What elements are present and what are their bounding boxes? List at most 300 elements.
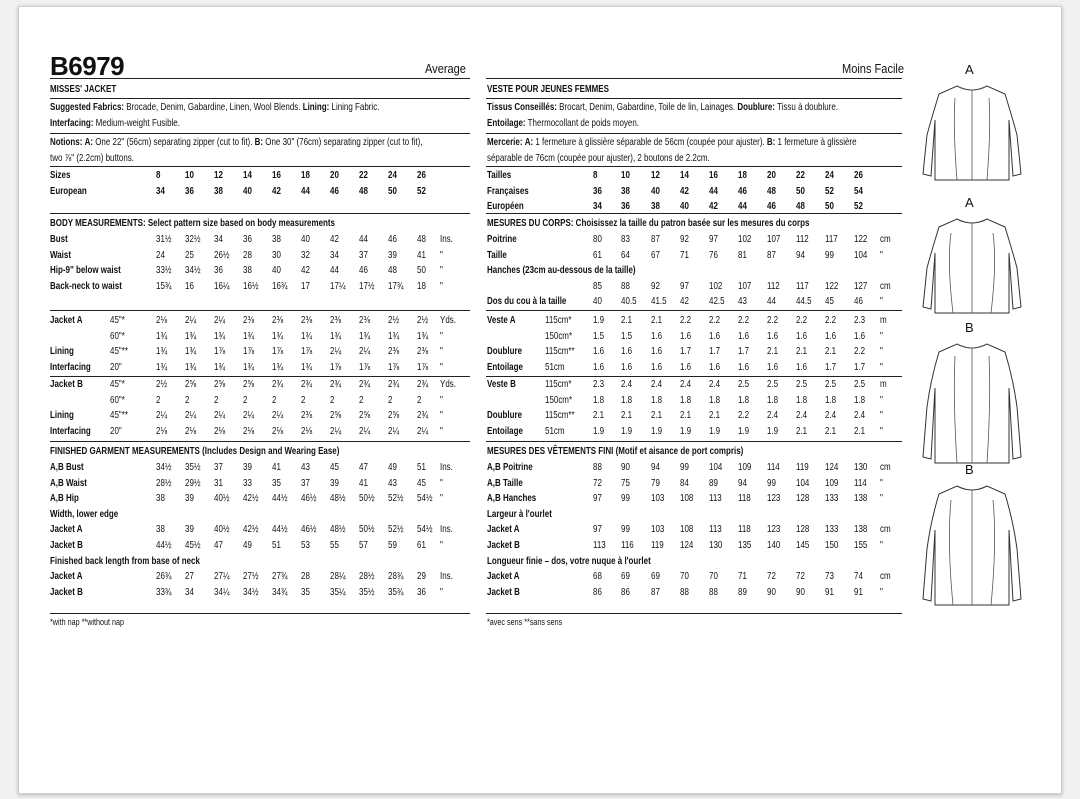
yardage-row-cell: 2½ <box>156 378 168 390</box>
finished-row-cell: 34½ <box>156 461 172 473</box>
body-row-cell: 42 <box>330 233 339 245</box>
body-row-cell: 17¼ <box>330 279 346 292</box>
fabric-width: 150cm* <box>545 329 573 342</box>
yardage-row-cell: 1⅞ <box>388 360 400 373</box>
body-row-cell: 112 <box>796 233 809 245</box>
notions-line2-fr: séparable de 76cm (coupée pour ajuster), 2 boutons de 2.2cm. <box>487 151 710 164</box>
finished-row-cell: 44½ <box>272 492 288 505</box>
width-row-cell: 118 <box>738 523 751 536</box>
yardage-row-cell: 2¼ <box>330 345 342 358</box>
yardage-row-cell: 1¾ <box>272 329 284 342</box>
finished-row-cell: 99 <box>621 492 630 505</box>
size-header-cell: 22 <box>796 169 805 181</box>
fabric-width: 45"* <box>110 314 125 326</box>
european-size-cell: 40 <box>243 184 252 197</box>
body-row-cell: 17¾ <box>388 279 404 292</box>
body-row-cell: 41 <box>417 248 426 261</box>
body-row-cell: 39 <box>388 248 397 261</box>
yardage-row-cell: 1.6 <box>796 360 808 373</box>
back-row-cell: " <box>880 295 883 308</box>
yardage-row-cell: 2.5 <box>767 378 779 390</box>
yardage-row-cell: 2.3 <box>593 378 605 390</box>
yardage-row-cell: 2¼ <box>388 424 400 437</box>
fabrics-en-part: Suggested Fabrics: <box>50 101 125 113</box>
length-row-cell: Ins. <box>440 570 453 583</box>
yardage-row-cell: 1.9 <box>651 424 663 437</box>
yardage-row-cell: 2.4 <box>680 378 692 390</box>
yardage-row-cell: 1¾ <box>156 345 168 358</box>
yardage-row-cell: " <box>440 329 443 342</box>
length-row-cell: 27¾ <box>272 570 288 583</box>
body-row-cell: " <box>440 279 443 292</box>
length-row-cell: 87 <box>651 585 660 598</box>
length-row-cell: cm <box>880 570 891 583</box>
width-row-cell: 130 <box>709 539 723 551</box>
sketch-label: B <box>965 462 974 477</box>
yardage-row-cell: 2.1 <box>767 345 779 358</box>
width-row-cell: 48½ <box>330 523 346 536</box>
width-row-cell: 53 <box>301 539 310 551</box>
finished-row-cell: 48½ <box>330 492 346 505</box>
yardage-row-cell: 2.1 <box>796 345 808 358</box>
yardage-row-cell: 1.9 <box>709 424 721 437</box>
body-row-cell: 46 <box>388 233 397 245</box>
european-size-cell: 38 <box>651 200 660 213</box>
length-row-cell: 27½ <box>243 570 259 583</box>
sketch-label: A <box>965 62 974 77</box>
body-row-cell: 17 <box>301 279 310 292</box>
body-row-label: Hip-9" below waist <box>50 264 121 277</box>
finished-row-cell: 38 <box>156 492 165 505</box>
body-row-cell: 17½ <box>359 279 375 292</box>
body-row-cell: 26½ <box>214 248 230 261</box>
hip-row-cell: 92 <box>651 279 660 292</box>
yardage-row-cell: 2.2 <box>767 314 779 326</box>
body-row-cell: 16¾ <box>272 279 288 292</box>
notions-en <box>50 136 422 149</box>
body-row-label: Bust <box>50 233 68 245</box>
title-rule-fr <box>486 78 902 79</box>
yardage-row-cell: 1.9 <box>593 314 605 326</box>
finished-row-label: A,B Bust <box>50 461 84 473</box>
yardage-row-cell: 2¼ <box>243 409 255 422</box>
yardage-row-cell: " <box>440 393 443 406</box>
body-row-cell: 61 <box>593 248 602 261</box>
yardage-row-cell: " <box>880 424 883 437</box>
length-row-cell: 69 <box>651 570 660 583</box>
back-row-cell: 44.5 <box>796 295 812 308</box>
length-row-cell: 33¾ <box>156 585 172 598</box>
yardage-row-cell: " <box>880 393 883 406</box>
yardage-row-cell: 1.9 <box>680 424 692 437</box>
finished-row-cell: 99 <box>767 476 776 489</box>
yardage-row-cell: 2.4 <box>709 378 721 390</box>
rule-en <box>50 98 470 99</box>
width-row-cell: 47 <box>214 539 223 551</box>
finished-row-cell: 47 <box>359 461 368 473</box>
rule-fr <box>486 613 902 614</box>
body-row-cell: cm <box>880 233 891 245</box>
fabric-width: 51cm <box>545 424 565 437</box>
rule-fr <box>486 166 902 167</box>
yardage-row-cell: 1.6 <box>651 345 663 358</box>
pattern-title-fr: VESTE POUR JEUNES FEMMES <box>487 83 609 95</box>
yardage-row-cell: 1.6 <box>651 360 663 373</box>
width-row-cell: 38 <box>156 523 165 536</box>
length-row-cell: 35¼ <box>330 585 346 598</box>
yardage-row-cell: 2.2 <box>680 314 692 326</box>
hip-row-cell: 112 <box>767 279 780 292</box>
length-row-cell: 70 <box>680 570 689 583</box>
french-size-cell: 48 <box>767 184 776 197</box>
yardage-row-cell: 1¾ <box>214 329 226 342</box>
yardage-row-cell: 2⅜ <box>272 314 284 326</box>
width-row-cell: 113 <box>709 523 722 536</box>
yardage-row-cell: 2.5 <box>738 378 750 390</box>
body-row-cell: 44 <box>359 233 368 245</box>
yardage-row-cell: 2.2 <box>825 314 837 326</box>
width-row-cell: 133 <box>825 523 839 536</box>
yardage-row-cell: 2.1 <box>825 345 837 358</box>
length-row-cell: 86 <box>593 585 602 598</box>
body-row-cell: 50 <box>417 264 426 277</box>
hip-row-cell: 85 <box>593 279 602 292</box>
size-header-cell: 24 <box>825 169 834 181</box>
body-row-cell: 34 <box>330 248 339 261</box>
width-row-cell: 124 <box>680 539 694 551</box>
finished-row-cell: 138 <box>854 492 868 505</box>
yardage-row-cell: 2⅝ <box>359 409 371 422</box>
interfacing-en <box>50 117 180 130</box>
yardage-row-cell: 2¼ <box>185 409 197 422</box>
footnote-fr: *avec sens **sans sens <box>487 617 563 627</box>
body-row-cell: 102 <box>738 233 752 245</box>
finished-row-cell: 37 <box>301 476 310 489</box>
european-size-cell: 44 <box>301 184 310 197</box>
width-row-cell: 46½ <box>301 523 317 536</box>
finished-row-cell: " <box>880 492 883 505</box>
back-row-cell: 45 <box>825 295 834 308</box>
finished-row-cell: 35 <box>272 476 281 489</box>
body-row-cell: 15¾ <box>156 279 172 292</box>
length-row-cell: 28¾ <box>388 570 404 583</box>
difficulty-fr: Moins Facile <box>842 61 905 76</box>
width-row-cell: 45½ <box>185 539 201 551</box>
finished-row-cell: 119 <box>796 461 809 473</box>
body-row-cell: 48 <box>388 264 397 277</box>
yardage-row-cell: 2.4 <box>854 409 866 422</box>
yardage-row-cell: 2.1 <box>709 409 721 422</box>
length-row-cell: 74 <box>854 570 863 583</box>
length-row-cell: 90 <box>796 585 805 598</box>
yardage-row-cell: 1.8 <box>621 393 633 406</box>
european-size-cell: 48 <box>796 200 805 213</box>
yardage-row-cell: 2¾ <box>359 378 371 390</box>
yardage-row-cell: 2 <box>243 393 248 406</box>
rule-fr <box>486 376 902 377</box>
width-row-cell: 52½ <box>388 523 404 536</box>
length-row-cell: 35½ <box>359 585 375 598</box>
yardage-row-cell: 1.6 <box>593 360 605 373</box>
width-heading-fr: Largeur à l'ourlet <box>487 507 552 520</box>
yardage-row-cell: 1⅞ <box>359 360 371 373</box>
back-row-label: Dos du cou à la taille <box>487 295 567 308</box>
body-row-cell: 34½ <box>185 264 201 277</box>
size-header-cell: 18 <box>738 169 747 181</box>
length-row-cell: 89 <box>738 585 747 598</box>
length-row-cell: 86 <box>621 585 630 598</box>
back-row-cell: 40 <box>593 295 602 308</box>
yardage-row-cell: 1.6 <box>738 360 750 373</box>
yardage-row-cell: 1¾ <box>301 329 313 342</box>
body-row-cell: 28 <box>243 248 252 261</box>
yardage-row-cell: 2¼ <box>272 409 284 422</box>
hip-row-cell: 122 <box>825 279 839 292</box>
yardage-row-cell: 1⅞ <box>417 360 429 373</box>
fabric-width: 150cm* <box>545 393 573 406</box>
body-row-cell: 16½ <box>243 279 259 292</box>
yardage-row-cell: 1¾ <box>156 329 168 342</box>
finished-row-label: A,B Taille <box>487 476 523 489</box>
body-row-cell: 117 <box>825 233 838 245</box>
body-row-cell: " <box>440 248 443 261</box>
body-row-cell: 83 <box>621 233 630 245</box>
back-row-cell: 46 <box>854 295 863 308</box>
yardage-row-cell: 2.1 <box>854 424 866 437</box>
finished-row-cell: 109 <box>738 461 752 473</box>
yardage-row-cell: " <box>880 409 883 422</box>
length-heading-en: Finished back length from base of neck <box>50 554 200 567</box>
yardage-row-cell: 2.2 <box>738 314 750 326</box>
yardage-row-cell: 2 <box>359 393 364 406</box>
size-header-cell: 8 <box>156 169 161 181</box>
rule-fr <box>486 133 902 134</box>
size-header-cell: 8 <box>593 169 598 181</box>
length-row-cell: 28½ <box>359 570 375 583</box>
rule-en <box>50 376 470 377</box>
body-row-cell: 40 <box>272 264 281 277</box>
width-row-label: Jacket B <box>50 539 83 551</box>
yardage-row-cell: 2¼ <box>359 345 371 358</box>
french-size-cell: 50 <box>796 184 805 197</box>
body-row-label: Waist <box>50 248 71 261</box>
jacket-a-back-sketch <box>917 213 1027 325</box>
yardage-row-cell: 2⅜ <box>301 314 313 326</box>
rule-fr <box>486 213 902 214</box>
french-label: Françaises <box>487 184 529 197</box>
yardage-row-cell: " <box>440 409 443 422</box>
length-row-cell: 26¾ <box>156 570 172 583</box>
finished-row-cell: 114 <box>767 461 780 473</box>
yardage-row-cell: 2¼ <box>214 314 226 326</box>
rule-en <box>50 213 470 214</box>
yardage-row-cell: 2.1 <box>621 409 633 422</box>
body-row-cell: 32½ <box>185 233 201 245</box>
width-row-cell: 57 <box>359 539 368 551</box>
yardage-row-cell: 1.6 <box>680 360 692 373</box>
yardage-row-cell: 1.7 <box>738 345 750 358</box>
length-row-cell: " <box>440 585 443 598</box>
length-row-label: Jacket B <box>487 585 520 598</box>
yardage-row-cell: 1.8 <box>593 393 605 406</box>
yardage-row-cell: 1.8 <box>651 393 663 406</box>
yardage-row-cell: 1⅞ <box>330 360 342 373</box>
yardage-row-cell: 1⅞ <box>301 345 313 358</box>
finished-row-cell: " <box>440 476 443 489</box>
width-row-cell: cm <box>880 523 891 536</box>
body-row-label: Poitrine <box>487 233 517 245</box>
finished-row-cell: 130 <box>854 461 868 473</box>
length-heading-fr: Longueur finie – dos, votre nuque à l'ourlet <box>487 554 651 567</box>
finished-row-cell: 103 <box>651 492 665 505</box>
yardage-row-cell: 1¾ <box>388 329 400 342</box>
body-row-cell: 67 <box>651 248 660 261</box>
yardage-row-label: Doublure <box>487 345 523 358</box>
yardage-row-cell: 1¾ <box>272 360 284 373</box>
length-row-cell: 34 <box>185 585 194 598</box>
yardage-row-cell: 1.6 <box>680 329 692 342</box>
yardage-row-cell: 1.9 <box>738 424 750 437</box>
yardage-row-cell: 1¾ <box>243 329 255 342</box>
yardage-row-cell: 1¾ <box>185 360 197 373</box>
width-row-cell: 113 <box>593 539 606 551</box>
yardage-row-cell: 2 <box>185 393 190 406</box>
size-header-cell: 14 <box>680 169 689 181</box>
yardage-row-label: Entoilage <box>487 424 523 437</box>
fabric-width: 115cm** <box>545 345 575 358</box>
length-row-cell: 88 <box>680 585 689 598</box>
finished-row-cell: 39 <box>330 476 339 489</box>
finished-row-cell: 113 <box>709 492 722 505</box>
width-row-cell: 59 <box>388 539 397 551</box>
width-row-cell: 49 <box>243 539 252 551</box>
yardage-row-cell: 2½ <box>417 314 429 326</box>
yardage-row-cell: 1.7 <box>854 360 866 373</box>
finished-row-cell: 45 <box>417 476 426 489</box>
finished-row-cell: 42½ <box>243 492 259 505</box>
european-size-cell: 48 <box>359 184 368 197</box>
yardage-row-cell: 2¼ <box>417 424 429 437</box>
yardage-row-label: Jacket B <box>50 378 83 390</box>
body-row-cell: 97 <box>709 233 718 245</box>
yardage-row-cell: 2 <box>301 393 306 406</box>
french-size-cell: 54 <box>854 184 863 197</box>
body-row-cell: 34 <box>214 233 223 245</box>
yardage-row-cell: 2¾ <box>272 378 284 390</box>
interfacing-fr-part: Entoilage: <box>487 116 526 129</box>
fabric-width: 60"* <box>110 329 125 342</box>
notions-en-part: One 30" (76cm) separating zipper (cut to fit), <box>263 136 423 148</box>
european-size-cell: 34 <box>593 200 602 213</box>
body-row-cell: 107 <box>767 233 781 245</box>
fabrics-fr-part: Tissus Conseillés: <box>487 101 557 113</box>
length-row-cell: 28¼ <box>330 570 346 583</box>
yardage-row-cell: 2.4 <box>825 409 837 422</box>
length-row-cell: 29 <box>417 570 426 583</box>
yardage-row-cell: 2⅜ <box>330 314 342 326</box>
body-row-cell: 76 <box>709 248 718 261</box>
finished-row-cell: 39 <box>243 461 252 473</box>
jacket-b-front-sketch <box>917 338 1027 475</box>
finished-row-cell: 124 <box>825 461 839 473</box>
notions-en-part: One 22" (56cm) separating zipper (cut to fit). <box>93 136 255 148</box>
finished-row-cell: 54½ <box>417 492 433 505</box>
yardage-row-cell: 2 <box>272 393 277 406</box>
yardage-row-cell: " <box>440 360 443 373</box>
size-header-cell: 20 <box>767 169 776 181</box>
length-row-cell: 34¼ <box>214 585 230 598</box>
european-size-cell: 46 <box>330 184 339 197</box>
european-size-cell: 50 <box>388 184 397 197</box>
european-size-cell: 36 <box>185 184 194 197</box>
yardage-row-cell: 1.5 <box>593 329 605 342</box>
fabrics-en-part: Lining: <box>302 101 330 113</box>
notions-fr-part: B: <box>766 136 776 148</box>
yardage-row-cell: 2.1 <box>825 424 837 437</box>
body-row-cell: 71 <box>680 248 689 261</box>
yardage-row-label: Veste A <box>487 314 516 326</box>
yardage-row-cell: 2⅛ <box>301 424 313 437</box>
yardage-row-cell: 2¾ <box>417 378 429 390</box>
body-row-cell: 94 <box>796 248 805 261</box>
finished-row-cell: 41 <box>359 476 368 489</box>
hip-row-cell: cm <box>880 279 891 292</box>
width-row-cell: 155 <box>854 539 868 551</box>
finished-row-cell: 43 <box>301 461 310 473</box>
yardage-row-cell: 1.6 <box>767 329 779 342</box>
finished-row-label: A,B Poitrine <box>487 461 533 473</box>
width-heading-en: Width, lower edge <box>50 507 119 520</box>
width-row-label: Jacket A <box>487 523 520 536</box>
finished-row-label: A,B Hanches <box>487 492 537 505</box>
hip-row-cell: 127 <box>854 279 868 292</box>
finished-row-cell: 90 <box>621 461 630 473</box>
yardage-row-cell: 1.6 <box>825 329 837 342</box>
yardage-row-cell: 1.6 <box>593 345 605 358</box>
yardage-row-cell: 2⅛ <box>214 424 226 437</box>
yardage-row-cell: " <box>880 329 883 342</box>
european-label-fr: Européen <box>487 200 524 213</box>
finished-row-cell: 41 <box>272 461 281 473</box>
body-row-cell: 64 <box>621 248 630 261</box>
yardage-row-cell: 1.8 <box>767 393 779 406</box>
length-row-cell: 90 <box>767 585 776 598</box>
yardage-row-cell: 2¾ <box>388 378 400 390</box>
interfacing-fr <box>487 117 639 130</box>
body-row-cell: 36 <box>243 233 252 245</box>
finished-row-cell: 133 <box>825 492 839 505</box>
yardage-row-cell: " <box>440 345 443 358</box>
hip-row-cell: 102 <box>709 279 723 292</box>
yardage-row-cell: 2⅜ <box>417 345 429 358</box>
yardage-row-cell: 1¾ <box>185 345 197 358</box>
hip-row-cell: 88 <box>621 279 630 292</box>
finished-row-cell: " <box>880 476 883 489</box>
european-size-cell: 34 <box>156 184 165 197</box>
yardage-row-cell: 2.4 <box>796 409 808 422</box>
body-row-cell: 104 <box>854 248 868 261</box>
width-row-cell: 55 <box>330 539 339 551</box>
body-row-label: Back-neck to waist <box>50 279 122 292</box>
fabrics-en-part: Lining Fabric. <box>329 101 380 113</box>
fabric-width: 115cm** <box>545 409 575 422</box>
length-row-cell: 27¼ <box>214 570 230 583</box>
title-rule-en <box>50 78 470 79</box>
fabric-width: 20" <box>110 360 122 373</box>
body-row-cell: 16¼ <box>214 279 230 292</box>
pattern-code: B6979 <box>50 51 125 81</box>
fabric-width: 51cm <box>545 360 565 373</box>
